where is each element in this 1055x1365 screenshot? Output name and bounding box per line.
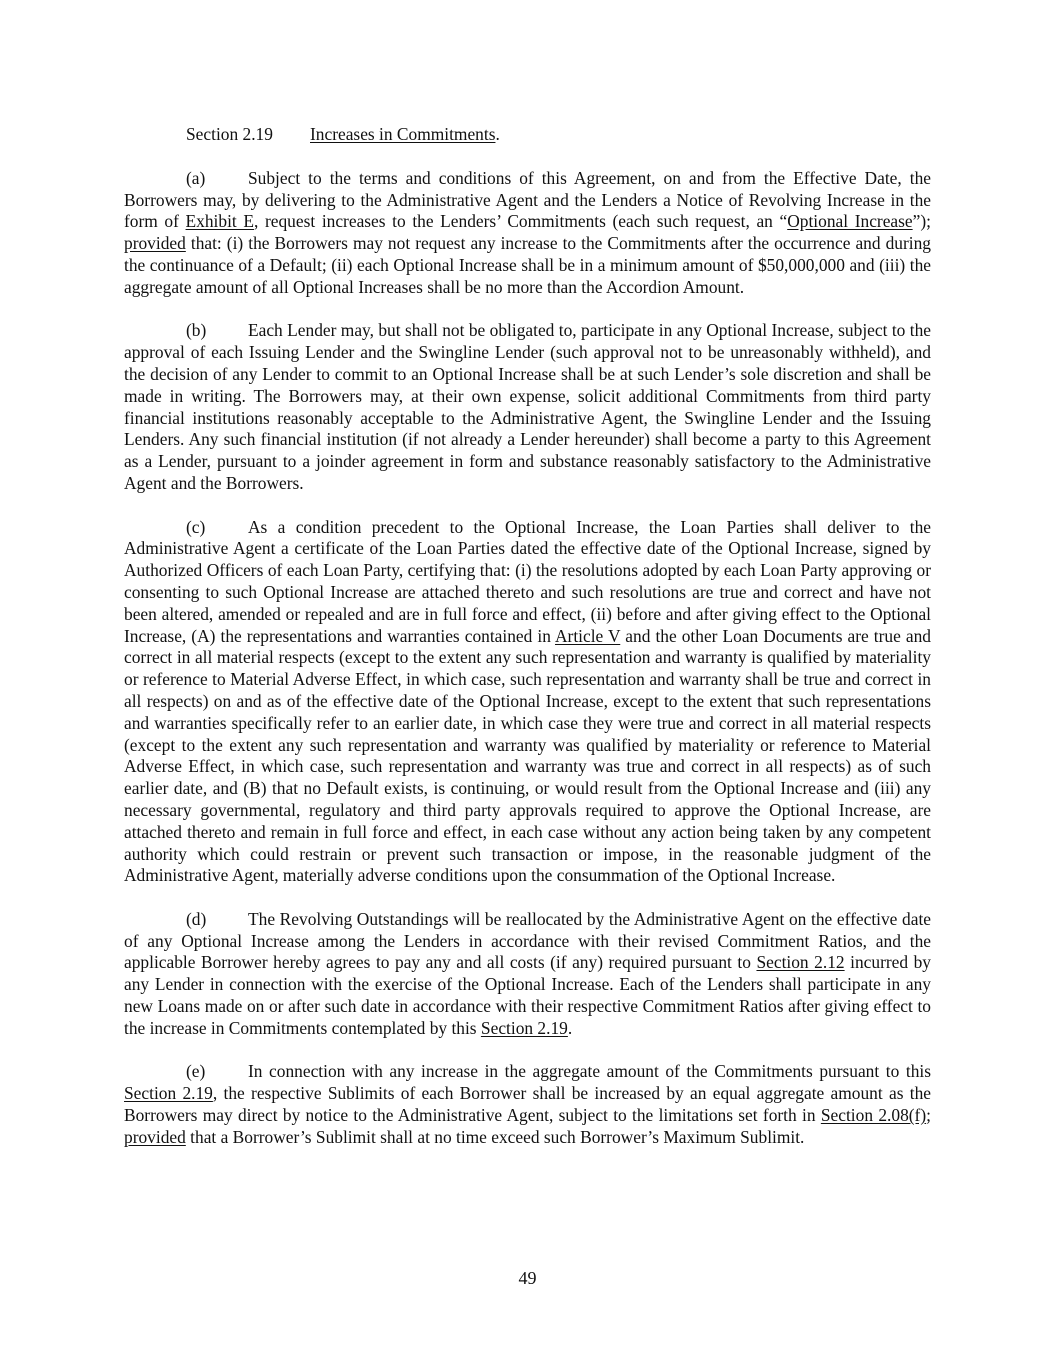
section-number: Section 2.19 <box>186 124 273 144</box>
section-title: Increases in Commitments <box>310 124 496 144</box>
paragraph-text: The Revolving Outstandings will be reallocated by the Administrative Agent on the effective date of any Optional Increase among the Lenders in accordance with their revised Commitment Ratios, and the applicable Borrower hereby agrees to pay any and all costs (if any) required pursuant to <box>124 908 931 973</box>
paragraph-text: As a condition precedent to the Optional Increase, the Loan Parties shall deliver to the Administrative Agent a certificate of the Loan Parties dated the effective date of the Optional Increase, signed by Authorized Officers of each Loan Party, certifying that: (i) the resolutions adopted by each Loan Party approving or consenting to such Optional Increase are attached thereto and such resolutions are true and correct and have not been altered, amended or repealed and are in full force and effect, (ii) before and after giving effect to the Optional Increase, (A) the representations and warranties contained in <box>124 516 931 646</box>
paragraph-text: , request increases to the Lenders’ Commitments (each such request, an “ <box>254 211 788 232</box>
paragraph-d <box>124 909 931 1040</box>
paragraph-text: In connection with any increase in the aggregate amount of the Commitments pursuant to this <box>248 1061 931 1082</box>
paragraph-text: Subject to the terms and conditions of this Agreement, on and from the Effective Date, the Borrowers may, by delivering to the Administrative Agent and the Lenders a Notice of Revolving Increase in the form of <box>124 167 931 232</box>
paragraph-text: and the other Loan Documents are true and correct in all material respects (except to the extent any such representation and warranty is qualified by materiality or reference to Material Adverse Effect, in which case, such representation and warranty shall be true and correct in all respects) on and as of the effective date of the Optional Increase, except to the extent that such representations and warranties specifically refer to an earlier date, in which case they were true and correct in all material respects (except to the extent any such representation and warranty was qualified by materiality or reference to Material Adverse Effect, in which case, such representation and warranty was true and correct in all respects) as of such earlier date, and (B) that no Default exists, is continuing, or would result from the Optional Increase and (iii) any necessary governmental, regulatory and third party approvals required to approve the Optional Increase, are attached thereto and remain in full force and effect, in each case without any action being taken by any competent authority which could restrain or prevent such transaction or impose, in the reasonable judgment of the Administrative Agent, materially adverse conditions upon the consummation of the Optional Increase. <box>124 625 932 886</box>
paragraph-b <box>124 320 931 494</box>
section-heading <box>124 124 931 146</box>
article-v-reference: Article V <box>554 625 621 646</box>
section-2-08f-reference: Section 2.08(f) <box>820 1105 927 1126</box>
section-2-12-reference: Section 2.12 <box>756 952 845 973</box>
section-title-period: . <box>495 124 500 144</box>
paragraph-text: incurred by any Lender in connection with the exercise of the Optional Increase. Each of the Lenders shall participate in any new Loans made on or after such date in accordance with their respective Commitment Ratios after giving effect to the increase in Commitments contemplated by this <box>124 952 931 1038</box>
paragraph-label: (b) <box>186 320 207 341</box>
provided-term: provided <box>124 233 186 254</box>
section-2-19-reference: Section 2.19 <box>124 1083 213 1104</box>
paragraph-text: ; <box>926 1105 931 1126</box>
optional-increase-term: Optional Increase <box>787 211 913 232</box>
paragraph-label: (d) <box>186 908 207 929</box>
paragraph-label: (e) <box>186 1061 206 1082</box>
paragraph-text: ”); <box>912 211 931 232</box>
paragraph-c <box>124 517 931 888</box>
paragraph-e <box>124 1061 931 1148</box>
section-2-19-reference: Section 2.19 <box>480 1017 568 1038</box>
paragraph-label: (a) <box>186 167 206 188</box>
paragraph-text: that: (i) the Borrowers may not request any increase to the Commitments after the occurrence and during the continuance of a Default; (ii) each Optional Increase shall be in a minimum amount of $50,000,000 and (iii) the aggregate amount of all Optional Increases shall be no more than the Accordion Amount. <box>124 233 931 297</box>
paragraph-a <box>124 168 931 299</box>
page-number: 49 <box>518 1268 537 1288</box>
provided-term: provided <box>124 1126 186 1147</box>
exhibit-e-reference: Exhibit E <box>185 211 254 232</box>
paragraph-text: . <box>567 1017 573 1038</box>
paragraph-text: , the respective Sublimits of each Borrower shall be increased by an equal aggregate amount as the Borrowers may direct by notice to the Administrative Agent, subject to the limitations set forth in <box>124 1083 931 1126</box>
paragraph-text: that a Borrower’s Sublimit shall at no time exceed such Borrower’s Maximum Sublimit. <box>185 1126 805 1147</box>
paragraph-text: Each Lender may, but shall not be obligated to, participate in any Optional Increase, subject to the approval of each Issuing Lender and the Swingline Lender (such approval not to be unreasonably withheld), and the decision of any Lender to commit to an Optional Increase shall be at such Lender’s sole discretion and shall be made in writing. The Borrowers may, at their own expense, solicit additional Commitments from third party financial institutions reasonably acceptable to the Administrative Agent, the Swingline Lender and the Issuing Lenders. Any such financial institution (if not already a Lender hereunder) shall become a party to this Agreement as a Lender, pursuant to a joinder agreement in form and substance reasonably satisfactory to the Administrative Agent and the Borrowers. <box>124 320 931 493</box>
paragraph-label: (c) <box>186 516 206 537</box>
page-body <box>124 124 931 1170</box>
